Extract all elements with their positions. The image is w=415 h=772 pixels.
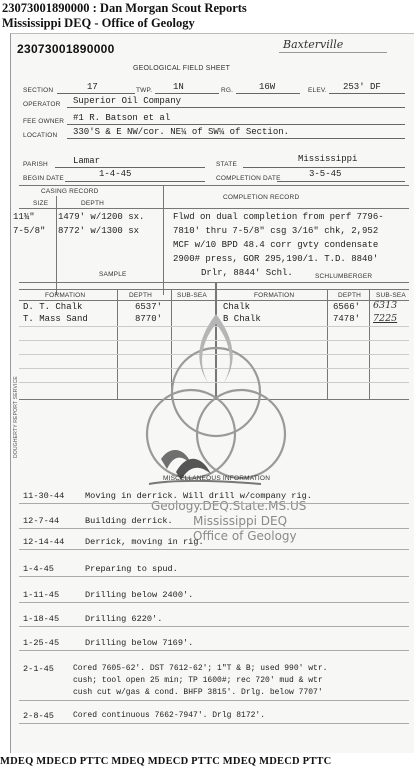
parish-value: Lamar [73,156,101,166]
misc-date-5: 1-11-45 [23,590,60,600]
casing-size-1: 11¾" [13,212,35,222]
misc-text-4: Preparing to spud. [85,564,178,574]
misc-text-3: Derrick, moving in rig. [85,537,204,547]
casing-detail-2: 8772' w/1300 sx [58,226,140,236]
handwritten-note: Baxterville [283,38,344,51]
parish-label: PARISH [23,161,48,168]
casing-size-header: SIZE [33,200,49,207]
state-label: STATE [216,161,237,168]
elev-label: ELEV. [308,87,327,94]
misc-date-3: 12-14-44 [23,537,65,547]
elev-value: 253' DF [343,82,381,92]
misc-date-4: 1-4-45 [23,564,54,574]
casing-size-2: 7-5/8" [13,226,46,236]
misc-date-7: 1-25-45 [23,638,60,648]
schl-formation-1: Chalk [223,302,251,312]
completion-date-value: 3-5-45 [309,169,342,179]
completion-line-1: Flwd on dual completion from perf 7796- [173,212,384,222]
schl-depth-2: 7478' [333,314,361,324]
misc-date-6: 1-18-45 [23,614,60,624]
state-value: Mississippi [298,154,358,164]
sample-depth-2: 8770' [135,314,163,324]
casing-depth-header: DEPTH [81,200,105,207]
document-header-title: 23073001890000 : Dan Morgan Scout Reports [2,1,247,15]
completion-line-2: 7810' thru 7-5/8" csg 3/16" chk, 2,952 [173,226,379,236]
completion-line-5: Drlr, 8844' Schl. [201,268,293,278]
misc-text-8: Cored 7605-62'. DST 7612-62'; 1"T & B; used 990' wtr. [73,664,328,673]
footer-agency-strip: MDEQ MDECD PTTC MDEQ MDECD PTTC MDEQ MDECD PTTC [0,756,332,767]
misc-text-10: cush cut w/gas & cond. BHFP 3815'. Drlg. below 7707' [73,688,323,697]
schl-depth-header: DEPTH [338,292,362,299]
begin-date-value: 1-4-45 [99,169,132,179]
operator-label: OPERATOR [23,101,61,108]
sample-depth-1: 6537' [135,302,163,312]
watermark-agency: Mississippi DEQ [193,514,288,528]
section-label: SECTION [23,87,54,94]
fee-owner-label: FEE OWNER [23,118,65,125]
schl-formation-header: FORMATION [254,292,295,299]
misc-text-9: cush; tool open 25 min; TP 1600#; rec 720' mud & wtr [73,676,323,685]
misc-date-1: 11-30-44 [23,491,65,501]
mdeq-watermark-logo [131,284,301,524]
casing-detail-1: 1479' w/1200 sx. [58,212,145,222]
rg-label: RG. [221,87,234,94]
location-label: LOCATION [23,132,58,139]
misc-date-8: 2-1-45 [23,664,54,674]
completion-record-label: COMPLETION RECORD [223,194,300,201]
watermark-url: Geology.DEQ.State.MS.US [151,499,307,513]
schl-subsea-header: SUB-SEA [376,292,406,299]
misc-text-11: Cored continuous 7662-7947'. Drlg 8172'. [73,711,266,720]
fee-owner-value: #1 R. Batson et al [73,113,171,123]
schl-depth-1: 6566' [333,302,361,312]
rg-value: 16W [259,82,276,92]
side-printing: DOUGHERTY REPORT SERVICE [12,376,19,458]
watermark-office: Office of Geology [193,529,297,543]
schl-subsea-1: 6313 [373,300,398,311]
misc-text-6: Drilling 6220'. [85,614,163,624]
misc-date-11: 2-8-45 [23,711,54,721]
well-id: 23073001890000 [17,42,115,56]
sheet-title: GEOLOGICAL FIELD SHEET [133,65,231,72]
sample-depth-header: DEPTH [129,292,153,299]
document-header-subtitle: Mississippi DEQ - Office of Geology [2,16,195,30]
schl-formation-2: B Chalk [223,314,261,324]
section-value: 17 [87,82,98,92]
misc-text-2: Building derrick. [85,516,173,526]
misc-text-7: Drilling below 7169'. [85,638,194,648]
completion-line-3: MCF w/10 BPD 48.4 corr gvty condensate [173,240,379,250]
misc-text-1: Moving in derrick. Will drill w/company rig. [85,491,312,501]
operator-value: Superior Oil Company [73,96,182,106]
completion-line-4: 2900# press, GOR 295,190/1. T.D. 8840' [173,254,379,264]
schlumberger-label: SCHLUMBERGER [315,273,373,280]
sample-subsea-header: SUB-SEA [177,292,207,299]
twp-value: 1N [173,82,184,92]
sample-formation-2: T. Mass Sand [23,314,88,324]
misc-text-5: Drilling below 2400'. [85,590,194,600]
field-sheet [10,33,414,753]
location-value: 330'S & E NW/cor. NE¼ of SW¼ of Section. [73,127,290,137]
sample-formation-1: D. T. Chalk [23,302,83,312]
sample-label: SAMPLE [99,271,127,278]
completion-date-label: COMPLETION DATE [216,175,281,182]
misc-info-label: MISCELLANEOUS INFORMATION [163,475,271,482]
casing-record-label: CASING RECORD [41,188,99,195]
twp-label: TWP. [136,87,153,94]
begin-date-label: BEGIN DATE [23,175,64,182]
misc-date-2: 12-7-44 [23,516,60,526]
sample-formation-header: FORMATION [45,292,86,299]
schl-subsea-2: 7225 [373,313,398,324]
